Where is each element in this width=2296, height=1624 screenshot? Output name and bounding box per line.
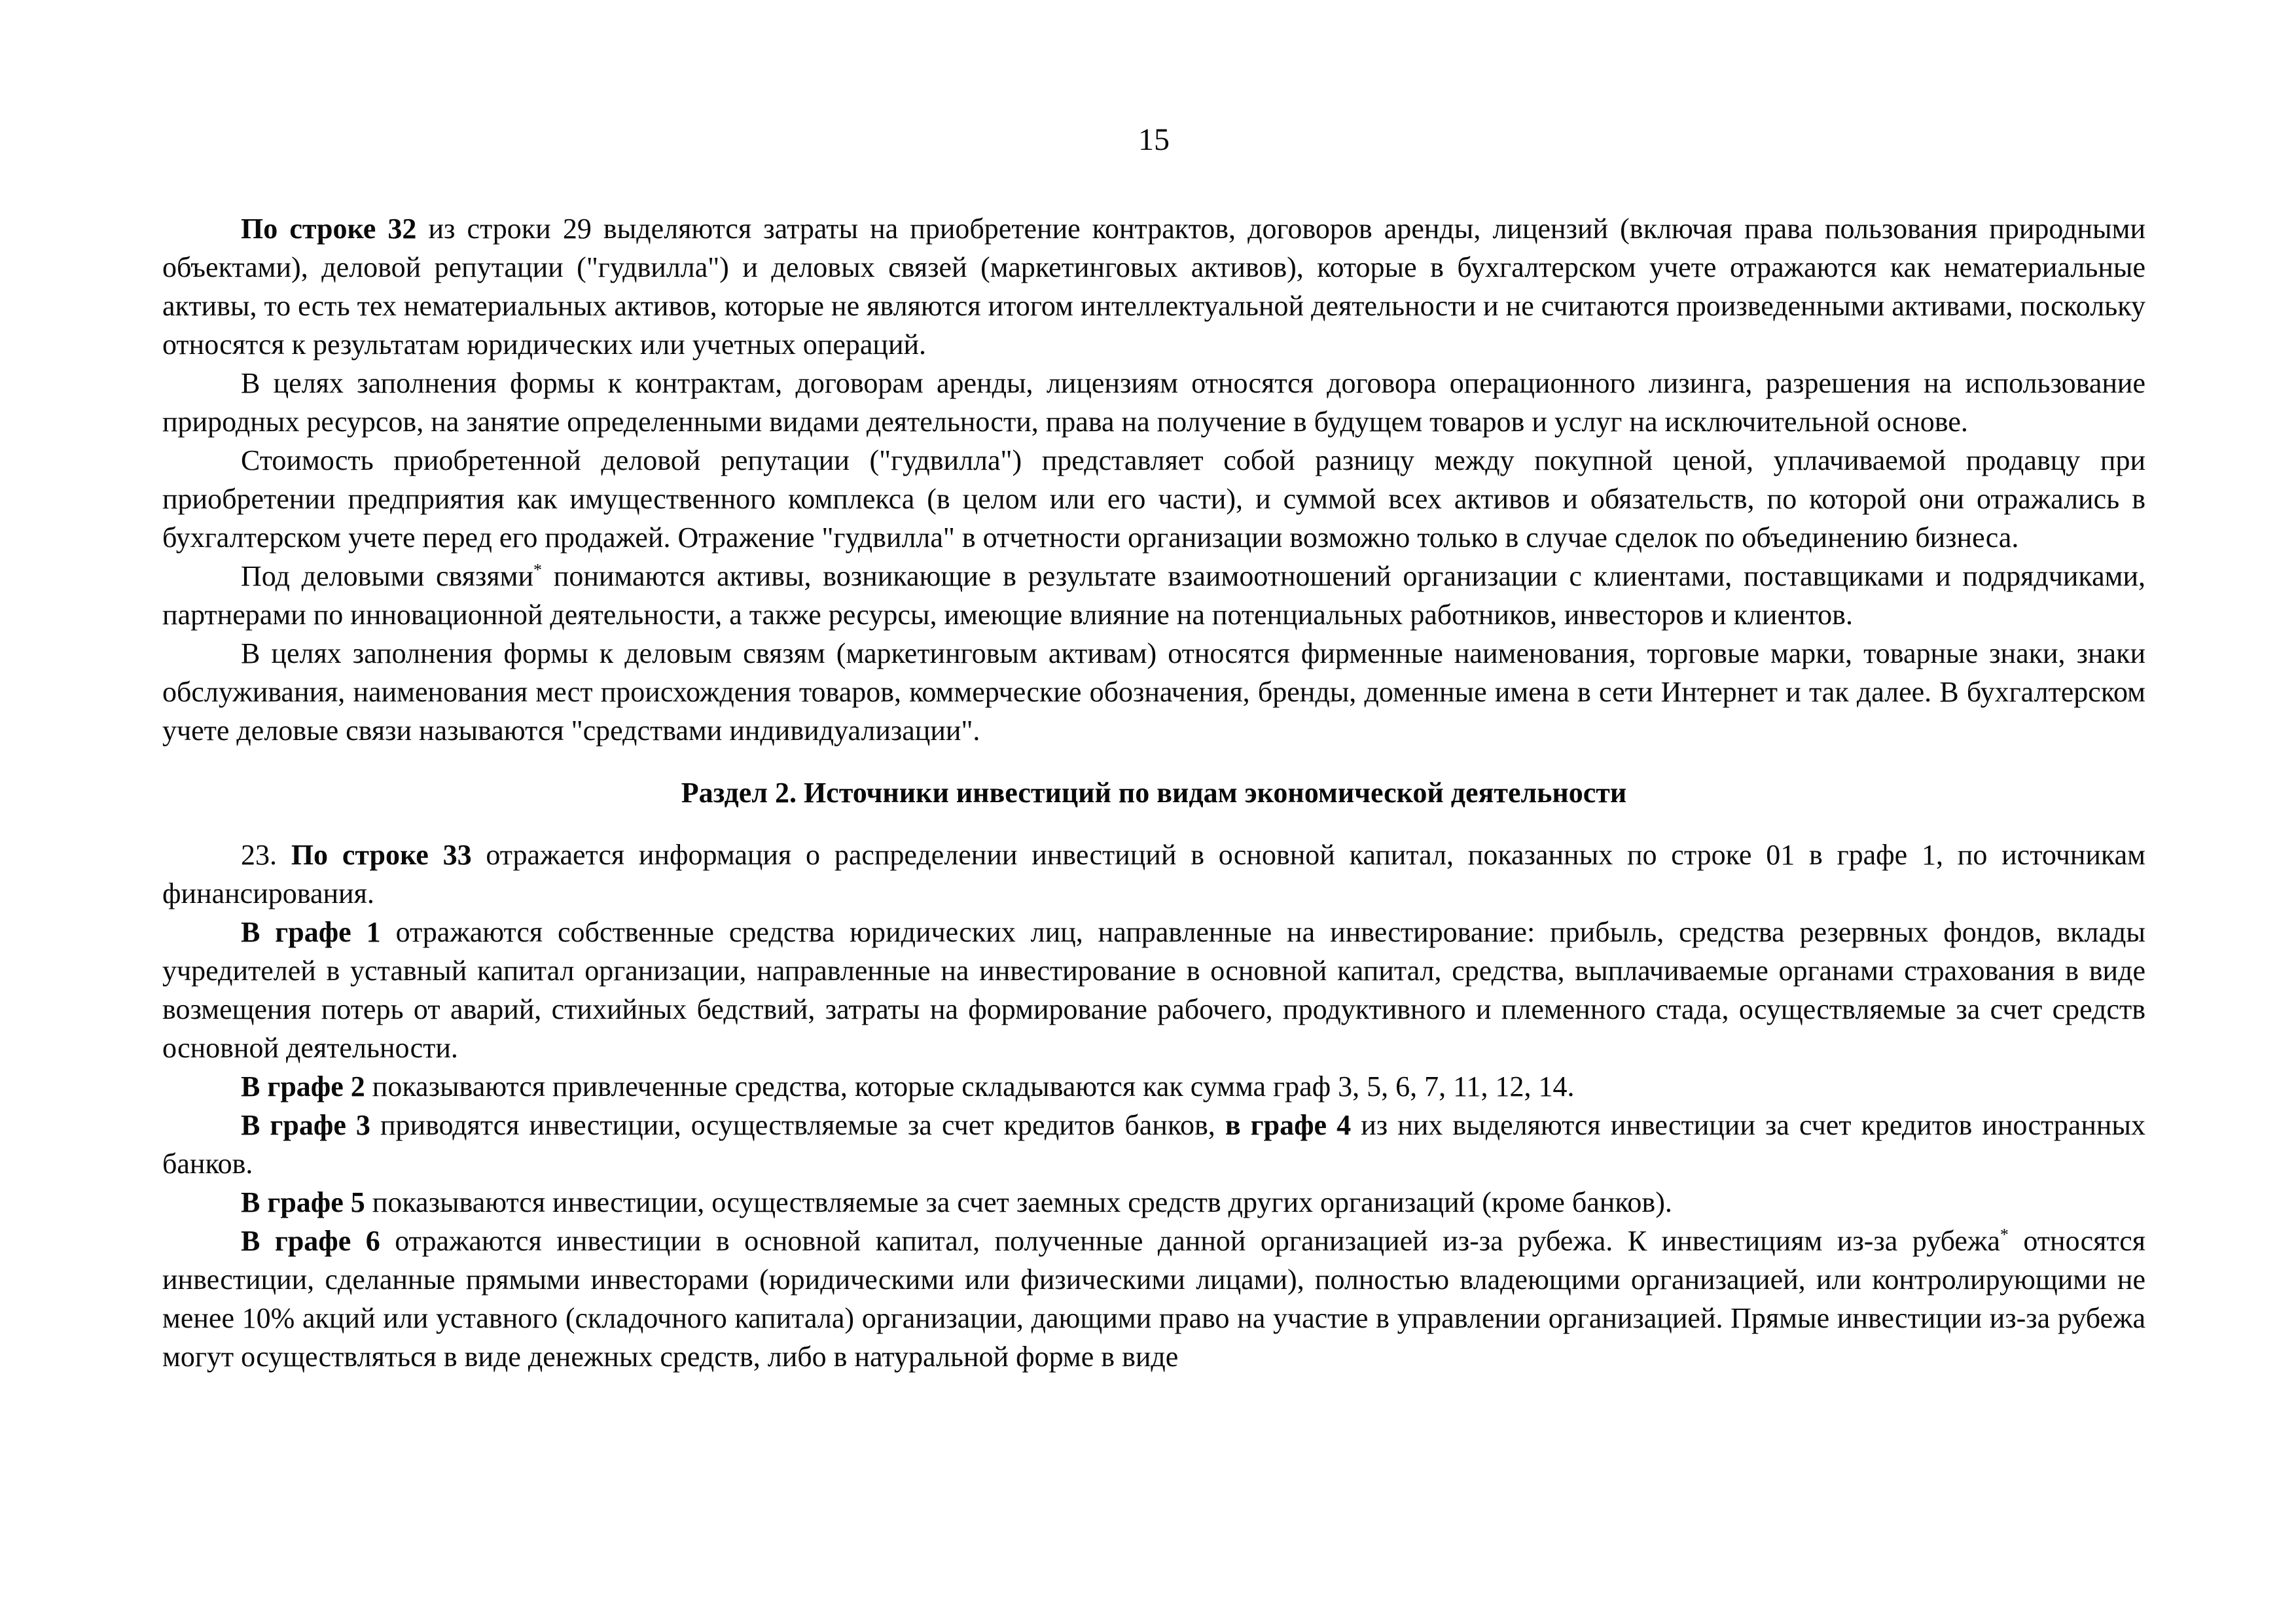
paragraph-business-connections — [162, 557, 2145, 634]
paragraph-marketing-assets — [162, 634, 2145, 750]
bold-lead: По строке 32 — [241, 213, 417, 245]
paragraph-text: Под деловыми связями — [241, 560, 534, 592]
paragraph-text: показываются привлеченные средства, которые складываются как сумма граф 3, 5, 6, 7, 11, 12, 14. — [365, 1070, 1575, 1103]
paragraph-text: Стоимость приобретенной деловой репутации ("гудвилла") представляет собой разницу между покупной ценой, уплачиваемой продавцу при приобретении предприятия как имущественного комплекса (в целом или его части), и суммой всех активов и обязательств, по которой они отражались в бухгалтерском учете перед его продажей. Отражение "гудвилла" в отчетности организации возможно только в случае сделок по объединению бизнеса. — [162, 444, 2145, 554]
paragraph-column-5 — [162, 1183, 2145, 1222]
paragraph-text: показываются инвестиции, осуществляемые за счет заемных средств других организаций (кроме банков). — [365, 1186, 1672, 1218]
document-body — [162, 209, 2145, 1376]
paragraph-text: относятся инвестиции, сделанные прямыми инвесторами (юридическими или физическими лицами), полностью владеющими организацией, или контролирующими не менее 10% акций или уставного (складочного капитала) организации, дающими право на участие в управлении организацией. Прямые инвестиции из-за рубежа могут осуществляться в виде денежных средств, либо в натуральной форме в виде — [162, 1225, 2145, 1373]
paragraph-text: В целях заполнения формы к контрактам, договорам аренды, лицензиям относятся договора операционного лизинга, разрешения на использование природных ресурсов, на занятие определенными видами деятельности, права на получение в будущем товаров и услуг на исключительной основе. — [162, 367, 2145, 438]
paragraph-item-23 — [162, 836, 2145, 913]
paragraph-text: понимаются активы, возникающие в результате взаимоотношений организации с клиентами, поставщиками и подрядчиками, партнерами по инновационной деятельности, а также ресурсы, имеющие влияние на потенциальных работников, инвесторов и клиентов. — [162, 560, 2146, 631]
paragraph-text: В целях заполнения формы к деловым связям (маркетинговым активам) относятся фирменные наименования, торговые марки, товарные знаки, знаки обслуживания, наименования мест происхождения товаров, коммерческие обозначения, бренды, доменные имена в сети Интернет и так далее. В бухгалтерском учете деловые связи называются "средствами индивидуализации". — [162, 637, 2145, 747]
bold-lead: В графе 1 — [241, 916, 381, 948]
paragraph-text: из строки 29 выделяются затраты на приобретение контрактов, договоров аренды, лицензий (включая права пользования природными объектами), деловой репутации ("гудвилла") и деловых связей (маркетинговых активов), которые в бухгалтерском учете отражаются как нематериальные активы, то есть тех нематериальных активов, которые не являются итогом интеллектуальной деятельности и не считаются произведенными активами, поскольку относятся к результатам юридических или учетных операций. — [162, 213, 2145, 361]
paragraph-line-32 — [162, 209, 2145, 364]
bold-lead: По строке 33 — [291, 839, 472, 871]
paragraph-column-2 — [162, 1067, 2145, 1106]
document-page — [162, 0, 2145, 1624]
paragraph-contracts — [162, 364, 2145, 441]
footnote-mark: * — [533, 560, 543, 580]
paragraph-column-6 — [162, 1222, 2145, 1376]
paragraph-column-3 — [162, 1106, 2145, 1183]
paragraph-goodwill — [162, 441, 2145, 557]
item-number: 23. — [241, 839, 291, 871]
bold-lead: В графе 2 — [241, 1070, 365, 1103]
footnote-mark: * — [2000, 1225, 2009, 1244]
bold-lead: В графе 6 — [241, 1225, 380, 1257]
paragraph-column-1 — [162, 913, 2145, 1067]
bold-lead: В графе 5 — [241, 1186, 365, 1218]
paragraph-text: отражаются собственные средства юридических лиц, направленные на инвестирование: прибыль, средства резервных фондов, вклады учредителей в уставный капитал организации, направленные на инвестирование в основной капитал, средства, выплачиваемые органами страхования в виде возмещения потерь от аварий, стихийных бедствий, затраты на формирование рабочего, продуктивного и племенного стада, осуществляемые за счет средств основной деятельности. — [162, 916, 2145, 1064]
paragraph-text: отражаются инвестиции в основной капитал, полученные данной организацией из-за рубежа. К инвестициям из-за рубежа — [380, 1225, 2000, 1257]
page-number: 15 — [1138, 122, 1170, 157]
paragraph-text: отражается информация о распределении инвестиций в основной капитал, показанных по строке 01 в графе 1, по источникам финансирования. — [162, 839, 2146, 909]
section-heading: Раздел 2. Источники инвестиций по видам экономической деятельности — [681, 777, 1627, 809]
bold-inline: в графе 4 — [1225, 1109, 1352, 1141]
bold-lead: В графе 3 — [241, 1109, 370, 1141]
paragraph-text: приводятся инвестиции, осуществляемые за счет кредитов банков, — [370, 1109, 1225, 1141]
paragraph-text: из них выделяются инвестиции за счет кредитов иностранных банков. — [162, 1109, 2145, 1180]
